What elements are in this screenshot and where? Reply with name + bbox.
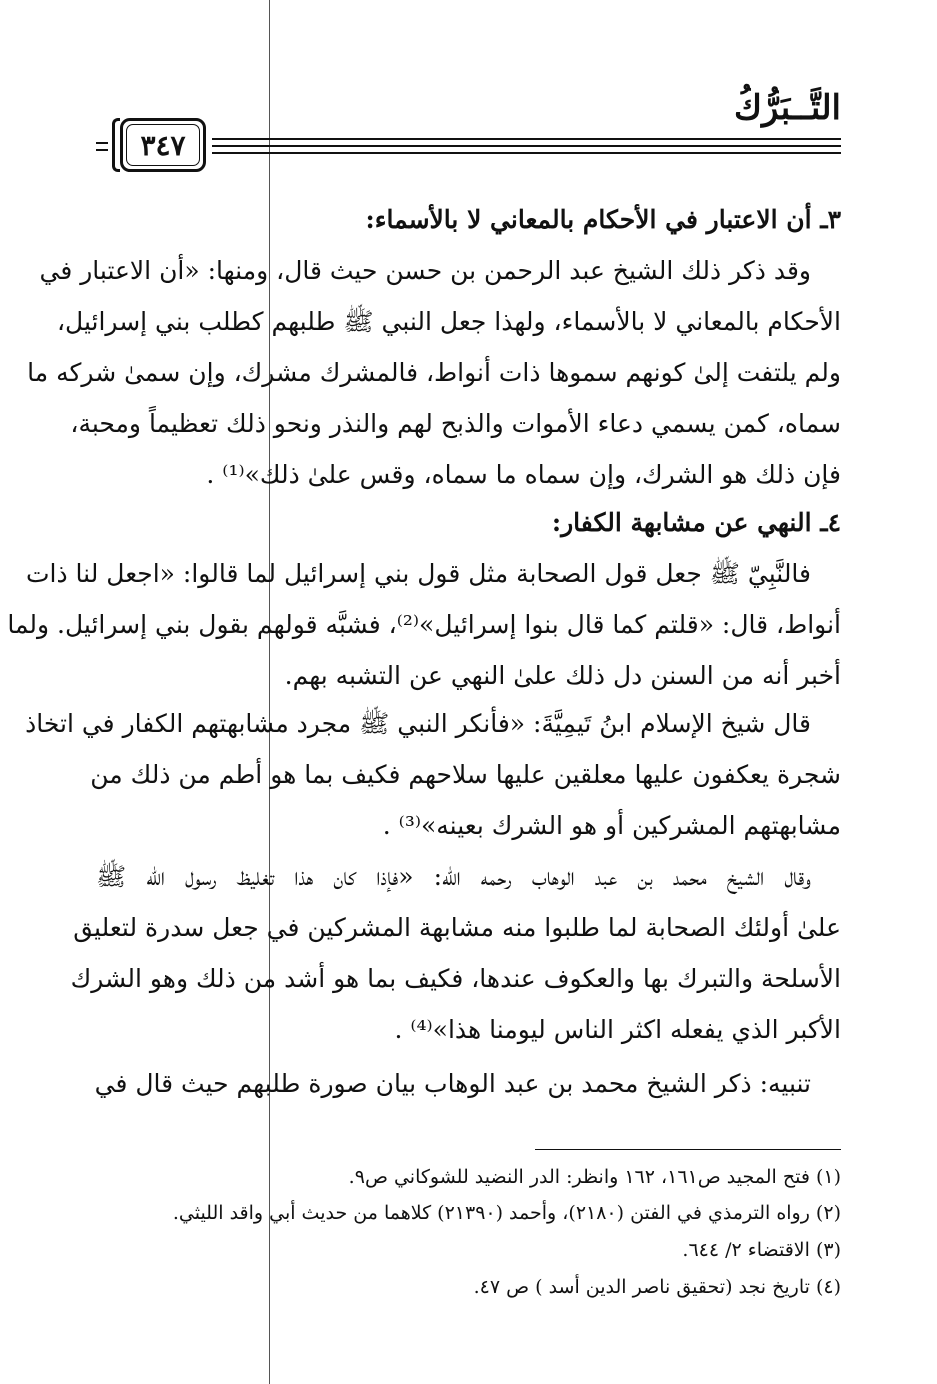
body-line: تنبيه: ذكر الشيخ محمد بن عبد الوهاب بيان صورة طلبهم حيث قال في (94, 1069, 811, 1098)
footnote: (٢) رواه الترمذي في الفتن (٢١٨٠)، وأحمد (٢١٣٩٠) كلاهما من حديث أبي واقد الليثي. (172, 1202, 841, 1224)
header-side-mark (96, 149, 108, 151)
footnote: (٣) الاقتضاء ٢/ ٦٤٤. (682, 1239, 841, 1261)
body-line: الأسلحة والتبرك بها والعكوف عندها، فكيف بما هو أشد من ذلك وهو الشرك (70, 964, 841, 993)
header-rule (212, 138, 841, 140)
footnote: (٤) تاريخ نجد (تحقيق ناصر الدين أسد ) ص ٤٧. (473, 1276, 841, 1298)
body-line: الأكبر الذي يفعله اكثر الناس ليومنا هذا»⁽⁴⁾ . (394, 1015, 841, 1044)
body-line: وقال الشيخ محمد بن عبد الوهاب رحمه الله: «فإذا كان هذا تغليظ رسول الله ﷺ (96, 862, 811, 891)
body-line: شجرة يعكفون عليها معلقين عليها سلاحهم فكيف بما هو أطم من ذلك من (90, 760, 841, 789)
body-line: أخبر أنه من السنن دل ذلك علىٰ النهي عن التشبه بهم. (284, 661, 841, 690)
body-line: علىٰ أولئك الصحابة لما طلبوا منه مشابهة المشركين في جعل سدرة لتعليق (73, 913, 841, 942)
body-line: ولم يلتفت إلىٰ كونهم سموها ذات أنواط، فالمشرك مشرك، وإن سمىٰ شركه ما (27, 358, 841, 387)
page-number-bracket (112, 118, 120, 172)
section-heading-3: ٣ـ أن الاعتبار في الأحكام بالمعاني لا بالأسماء: (365, 205, 841, 234)
footnote: (١) فتح المجيد ص١٦١، ١٦٢ وانظر: الدر النضيد للشوكاني ص٩. (348, 1166, 841, 1188)
body-line: فإن ذلك هو الشرك، وإن سماه ما سماه، وقس علىٰ ذلك»⁽¹⁾ . (206, 460, 841, 489)
body-line: أنواط، قال: «قلتم كما قال بنوا إسرائيل»⁽²⁾، فشبَّه قولهم بقول بني إسرائيل. ولما (7, 610, 841, 639)
body-line: مشابهتهم المشركين أو هو الشرك بعينه»⁽³⁾ . (382, 811, 841, 840)
body-line: وقد ذكر ذلك الشيخ عبد الرحمن بن حسن حيث قال، ومنها: «أن الاعتبار في (39, 256, 811, 285)
page-number: ٣٤٧ (120, 118, 206, 172)
header-rule (212, 152, 841, 154)
body-line: الأحكام بالمعاني لا بالأسماء، ولهذا جعل النبي ﷺ طلبهم كطلب بني إسرائيل، (56, 307, 841, 336)
running-title: التَّــبَرُّكُ (733, 88, 841, 128)
header-side-mark (96, 142, 108, 144)
body-line: قال شيخ الإسلام ابنُ تَيمِيَّةَ: «فأنكر النبي ﷺ مجرد مشابهتهم الكفار في اتخاذ (25, 709, 811, 738)
section-heading-4: ٤ـ النهي عن مشابهة الكفار: (551, 508, 841, 537)
body-line: فالنَّبِيّ ﷺ جعل قول الصحابة مثل قول بني إسرائيل لما قالوا: «اجعل لنا ذات (26, 559, 811, 588)
header-rule (212, 145, 841, 147)
body-line: سماه، كمن يسمي دعاء الأموات والذبح لهم والنذر ونحو ذلك تعظيماً ومحبة، (70, 409, 841, 438)
footnote-separator (535, 1149, 841, 1150)
